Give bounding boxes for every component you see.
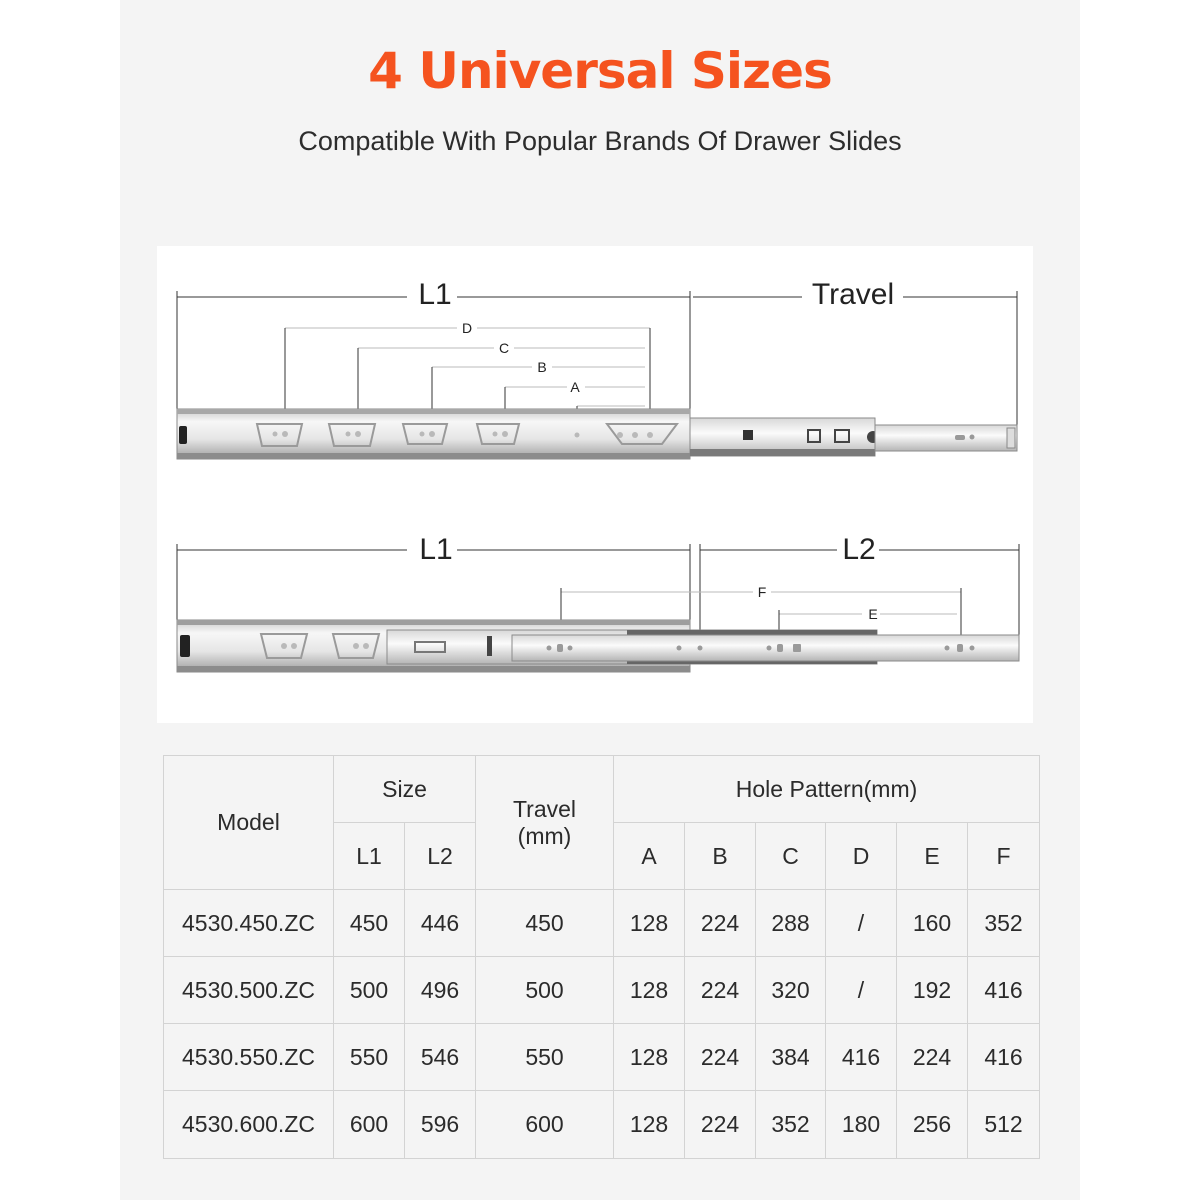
page-subtitle: Compatible With Popular Brands Of Drawer Slides: [298, 126, 902, 156]
header-b: B: [685, 823, 756, 890]
drawer-slide-dimension-diagram: [157, 246, 1033, 723]
header-travel: [476, 756, 614, 890]
e-cell: 224: [897, 1024, 968, 1091]
e-cell: 192: [897, 957, 968, 1024]
c-cell: 384: [756, 1024, 826, 1091]
l1-cell: 600: [334, 1091, 405, 1159]
model-cell: 4530.600.ZC: [164, 1091, 334, 1159]
model-cell: 4530.550.ZC: [164, 1024, 334, 1091]
header-travel-line2: (mm): [517, 822, 572, 849]
dimension-e-label: E: [868, 606, 878, 622]
top-slide-illustration: [177, 291, 1017, 459]
table-row: [164, 1091, 1040, 1159]
header-model: Model: [164, 756, 334, 890]
a-cell: 128: [614, 957, 685, 1024]
f-cell: 416: [968, 1024, 1040, 1091]
a-cell: 128: [614, 1091, 685, 1159]
f-cell: 512: [968, 1091, 1040, 1159]
table-row: [164, 890, 1040, 957]
header-hole-pattern: Hole Pattern(mm): [614, 756, 1040, 823]
header-d: D: [826, 823, 897, 890]
header-l2: L2: [405, 823, 476, 890]
bottom-l2-label: L2: [842, 533, 876, 566]
model-cell: 4530.500.ZC: [164, 957, 334, 1024]
size-specification-table: [163, 755, 1040, 1159]
travel-cell: 600: [476, 1091, 614, 1159]
bottom-l1-label: L1: [419, 533, 453, 566]
header-e: E: [897, 823, 968, 890]
a-cell: 128: [614, 1024, 685, 1091]
dimension-f-label: F: [757, 584, 767, 600]
header-a: A: [614, 823, 685, 890]
b-cell: 224: [685, 957, 756, 1024]
page-title: 4 Universal Sizes: [368, 42, 832, 100]
dimension-a-label: A: [570, 379, 580, 395]
f-cell: 352: [968, 890, 1040, 957]
l1-cell: 550: [334, 1024, 405, 1091]
c-cell: 288: [756, 890, 826, 957]
d-cell: /: [826, 957, 897, 1024]
f-cell: 416: [968, 957, 1040, 1024]
header-size: Size: [334, 756, 476, 823]
header-travel-line1: Travel: [512, 795, 577, 822]
table-row: [164, 957, 1040, 1024]
d-cell: 180: [826, 1091, 897, 1159]
l2-cell: 546: [405, 1024, 476, 1091]
d-cell: /: [826, 890, 897, 957]
header-l1: L1: [334, 823, 405, 890]
e-cell: 256: [897, 1091, 968, 1159]
l2-cell: 496: [405, 957, 476, 1024]
b-cell: 224: [685, 890, 756, 957]
l1-cell: 450: [334, 890, 405, 957]
l2-cell: 596: [405, 1091, 476, 1159]
dimension-b-label: B: [537, 359, 547, 375]
e-cell: 160: [897, 890, 968, 957]
l1-cell: 500: [334, 957, 405, 1024]
b-cell: 224: [685, 1091, 756, 1159]
travel-cell: 500: [476, 957, 614, 1024]
top-l1-label: L1: [418, 278, 452, 311]
header-c: C: [756, 823, 826, 890]
c-cell: 352: [756, 1091, 826, 1159]
travel-cell: 550: [476, 1024, 614, 1091]
table-row: [164, 1024, 1040, 1091]
d-cell: 416: [826, 1024, 897, 1091]
top-travel-label: Travel: [811, 278, 895, 311]
b-cell: 224: [685, 1024, 756, 1091]
c-cell: 320: [756, 957, 826, 1024]
bottom-slide-illustration: [177, 544, 1019, 672]
model-cell: 4530.450.ZC: [164, 890, 334, 957]
dimension-d-label: D: [461, 320, 473, 336]
dimension-c-label: C: [498, 340, 510, 356]
a-cell: 128: [614, 890, 685, 957]
travel-cell: 450: [476, 890, 614, 957]
l2-cell: 446: [405, 890, 476, 957]
header-f: F: [968, 823, 1040, 890]
